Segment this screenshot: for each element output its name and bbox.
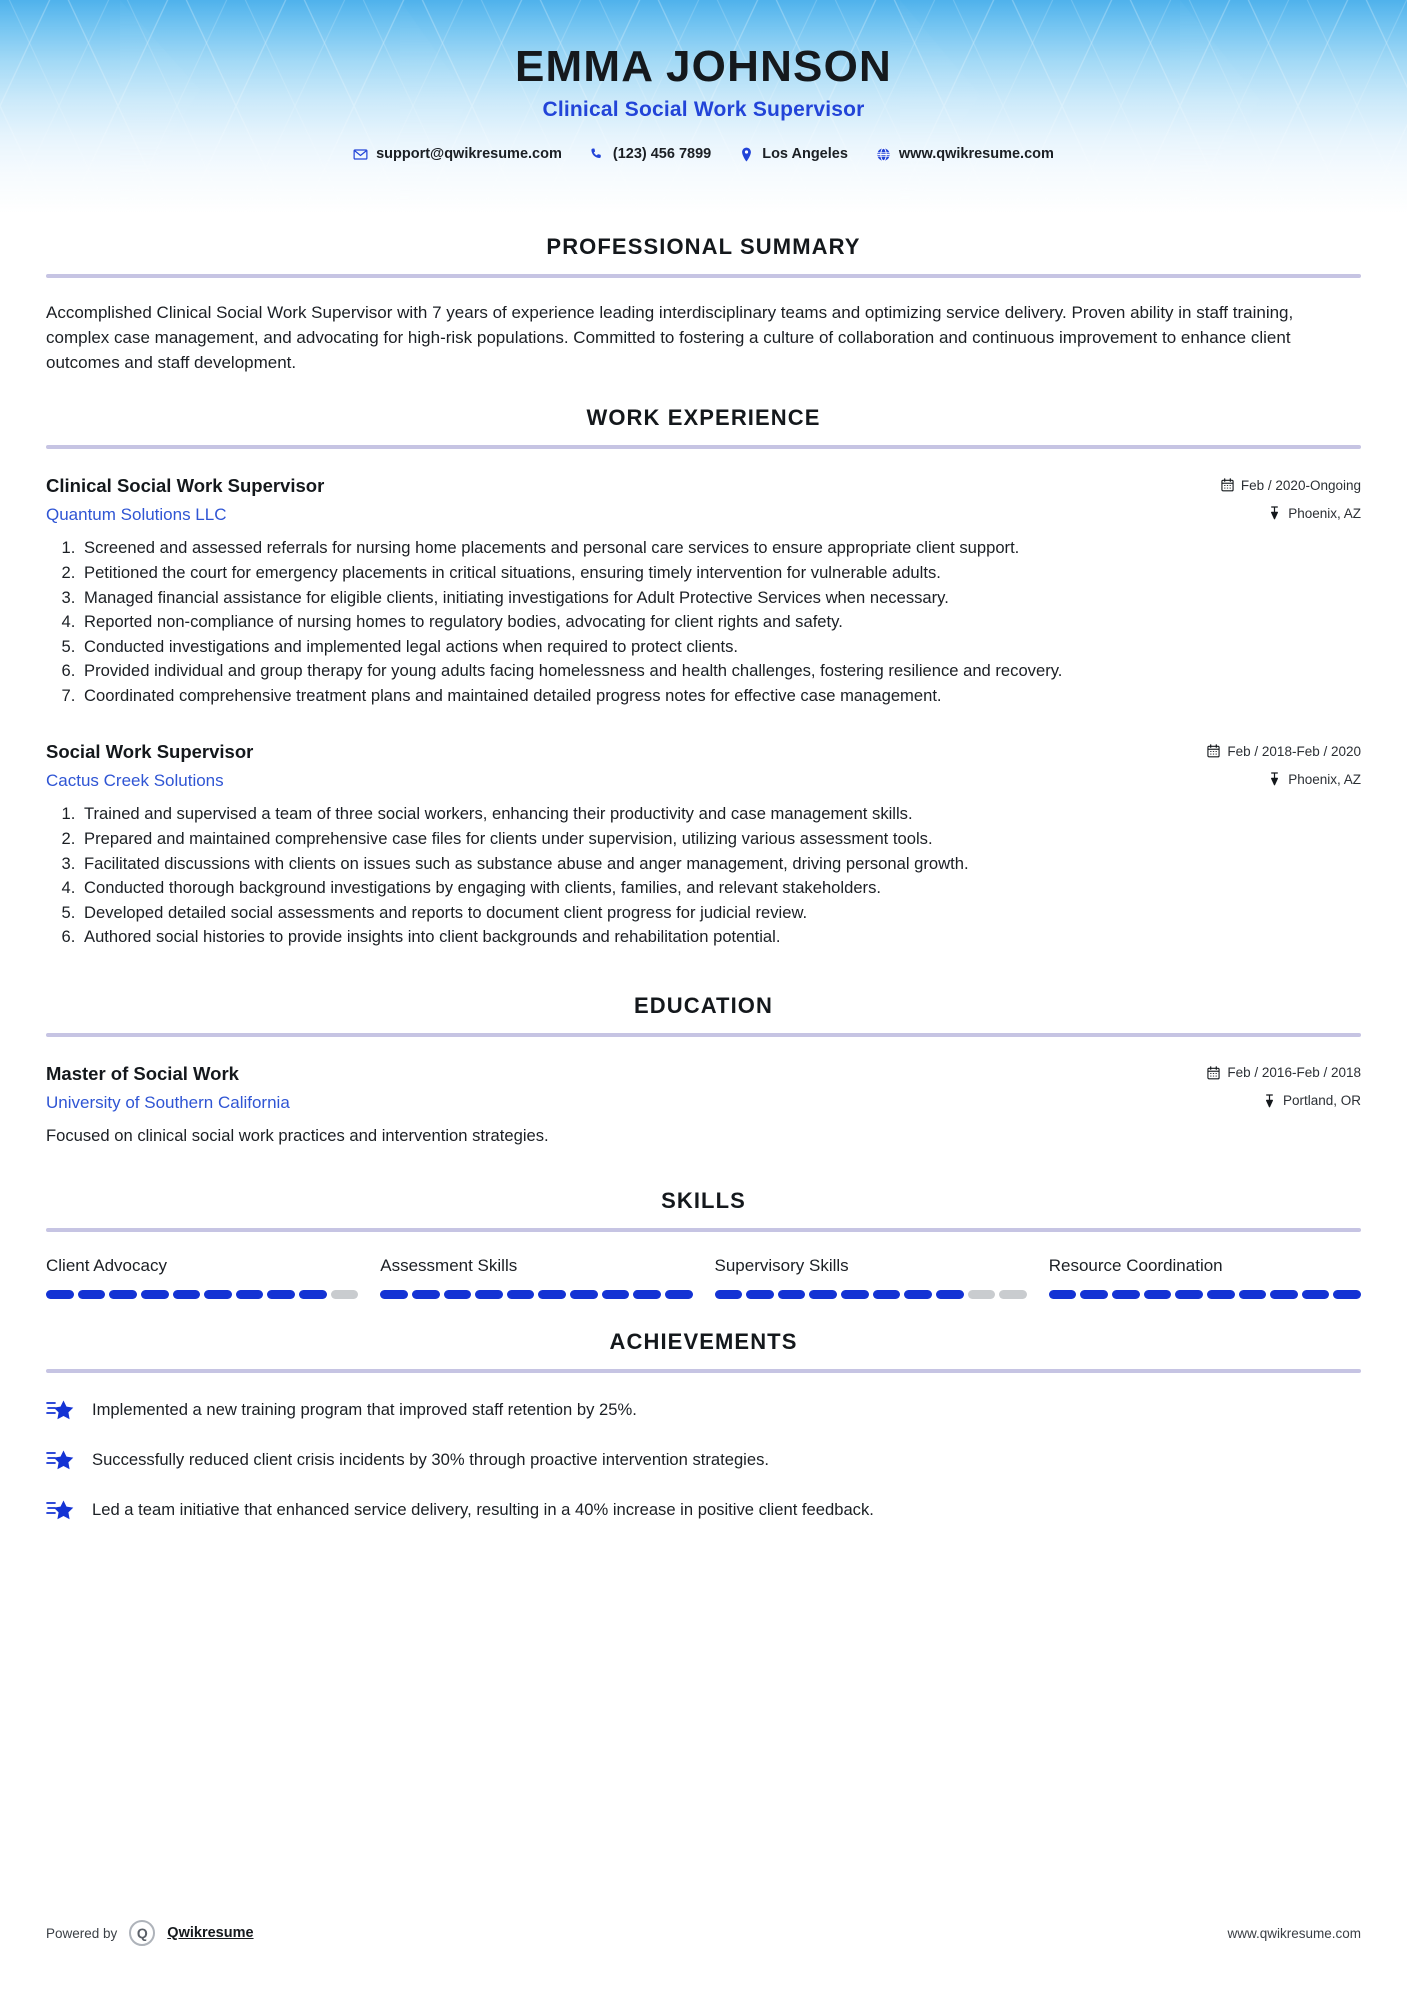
skill-segment-filled: [873, 1290, 901, 1299]
skill-segment-filled: [602, 1290, 630, 1299]
skill-segment-filled: [412, 1290, 440, 1299]
skill-item: [1049, 1256, 1361, 1299]
skill-segment-filled: [778, 1290, 806, 1299]
skill-segment-filled: [1049, 1290, 1077, 1299]
skill-segment-filled: [1175, 1290, 1203, 1299]
powered-by-label: Powered by: [46, 1925, 118, 1941]
education-organization[interactable]: University of Southern California: [46, 1092, 290, 1112]
skill-rating-bar: [380, 1290, 692, 1299]
achievement-list: [46, 1397, 1361, 1523]
contact-email-label: support@qwikresume.com: [376, 146, 562, 163]
skill-segment-filled: [904, 1290, 932, 1299]
experience-role: Social Work Supervisor: [46, 741, 254, 763]
education-dates: [1207, 1065, 1361, 1080]
experience-dates: [1221, 478, 1361, 493]
calendar-icon: [1221, 478, 1234, 492]
bullet-item: 6. Authored social histories to provide insights into client backgrounds and rehabilitation potential.: [80, 926, 1361, 949]
skill-segment-filled: [936, 1290, 964, 1299]
skill-rating-bar: [46, 1290, 358, 1299]
star-badge-icon: [46, 1497, 76, 1523]
contact-phone-label: (123) 456 7899: [612, 146, 712, 163]
achievement-item: [46, 1397, 1361, 1423]
page-footer: [0, 1920, 1407, 1946]
section-achievements: [46, 1329, 1361, 1523]
experience-role: Clinical Social Work Supervisor: [46, 475, 325, 497]
experience-entry: [46, 475, 1361, 707]
experience-location: [1268, 506, 1361, 521]
experience-location-label: Phoenix, AZ: [1288, 505, 1361, 521]
section-divider: [46, 445, 1361, 449]
achievement-text: Successfully reduced client crisis incidents by 30% through proactive intervention strategies.: [92, 1449, 769, 1469]
skill-segment-filled: [665, 1290, 693, 1299]
experience-location-label: Phoenix, AZ: [1288, 771, 1361, 787]
section-title-summary: PROFESSIONAL SUMMARY: [546, 234, 861, 259]
bullet-item: 2. Petitioned the court for emergency placements in critical situations, ensuring timely intervention for vulnerable adults.: [80, 562, 1361, 585]
skill-segment-filled: [380, 1290, 408, 1299]
contact-phone[interactable]: [576, 146, 725, 162]
achievement-item: [46, 1497, 1361, 1523]
calendar-icon: [1207, 1066, 1220, 1080]
skill-label: Resource Coordination: [1048, 1255, 1223, 1275]
section-title-education: EDUCATION: [633, 992, 774, 1018]
globe-icon: [876, 147, 891, 162]
star-badge-icon: [46, 1447, 76, 1473]
achievement-text: Implemented a new training program that improved staff retention by 25%.: [92, 1399, 637, 1419]
map-pin-icon: [739, 147, 754, 162]
skill-segment-filled: [109, 1290, 137, 1299]
summary-text: Accomplished Clinical Social Work Supervisor with 7 years of experience leading interdisciplinary teams and optimizing service delivery. Proven ability in staff training, complex case management, and advocating for high-risk populations. Committed to fostering a culture of collaboration and continuous improvement to enhance client outcomes and staff development.: [46, 303, 1294, 373]
resume-header: [0, 0, 1407, 212]
bullet-item: 3. Managed financial assistance for eligible clients, initiating investigations for Adult Protective Services when necessary.: [80, 587, 1361, 610]
skill-segment-filled: [299, 1290, 327, 1299]
bullet-item: 7. Coordinated comprehensive treatment plans and maintained detailed progress notes for effective case management.: [80, 685, 1361, 708]
skill-segment-filled: [1302, 1290, 1330, 1299]
calendar-icon: [1207, 744, 1220, 758]
education-dates-label: Feb / 2016-Feb / 2018: [1227, 1065, 1361, 1081]
footer-website: www.qwikresume.com: [1227, 1925, 1361, 1941]
bullet-item: 4. Conducted thorough background investigations by engaging with clients, families, and relevant stakeholders.: [80, 877, 1361, 900]
education-entry: [46, 1063, 1361, 1146]
education-location: [1263, 1093, 1361, 1108]
skill-segment-filled: [173, 1290, 201, 1299]
contact-website[interactable]: [862, 146, 1068, 162]
experience-location: [1268, 772, 1361, 787]
section-education: [46, 993, 1361, 1146]
skill-segment-filled: [746, 1290, 774, 1299]
education-note: Focused on clinical social work practices and intervention strategies.: [46, 1125, 549, 1145]
skill-segment-filled: [1333, 1290, 1361, 1299]
section-professional-summary: [46, 234, 1361, 375]
contact-website-label: www.qwikresume.com: [898, 146, 1054, 163]
skill-segment-filled: [46, 1290, 74, 1299]
contact-location: [725, 146, 862, 162]
candidate-name: EMMA JOHNSON: [514, 42, 892, 91]
experience-bullet-list: [46, 537, 1361, 707]
skill-segment-filled: [267, 1290, 295, 1299]
contact-row: [0, 146, 1407, 162]
section-divider: [46, 1228, 1361, 1232]
skill-item: [46, 1256, 358, 1299]
experience-organization[interactable]: Quantum Solutions LLC: [46, 505, 227, 525]
skill-segment-filled: [1080, 1290, 1108, 1299]
skill-segment-filled: [475, 1290, 503, 1299]
section-title-skills: SKILLS: [661, 1187, 746, 1213]
experience-dates: [1207, 744, 1361, 759]
achievement-item: [46, 1447, 1361, 1473]
skill-segment-filled: [204, 1290, 232, 1299]
skill-segment-filled: [715, 1290, 743, 1299]
section-divider: [46, 1033, 1361, 1037]
experience-organization[interactable]: Cactus Creek Solutions: [46, 771, 224, 791]
skill-segment-filled: [78, 1290, 106, 1299]
phone-icon: [590, 147, 605, 162]
pin-icon: [1268, 506, 1281, 520]
skills-grid: [46, 1256, 1361, 1299]
bullet-item: 2. Prepared and maintained comprehensive case files for clients under supervision, utilizing various assessment tools.: [80, 828, 1361, 851]
pin-icon: [1263, 1094, 1276, 1108]
bullet-item: 1. Screened and assessed referrals for nursing home placements and personal care services to ensure appropriate client support.: [80, 537, 1361, 560]
experience-dates-label: Feb / 2018-Feb / 2020: [1227, 743, 1361, 759]
skill-segment-filled: [633, 1290, 661, 1299]
skill-segment-filled: [141, 1290, 169, 1299]
bullet-item: 4. Reported non-compliance of nursing homes to regulatory bodies, advocating for client rights and safety.: [80, 611, 1361, 634]
skill-item: [380, 1256, 692, 1299]
skill-segment-filled: [444, 1290, 472, 1299]
skill-segment-filled: [1207, 1290, 1235, 1299]
skill-segment-filled: [1270, 1290, 1298, 1299]
education-degree: Master of Social Work: [46, 1062, 239, 1084]
skill-label: Client Advocacy: [46, 1255, 167, 1275]
achievement-text: Led a team initiative that enhanced service delivery, resulting in a 40% increase in positive client feedback.: [92, 1499, 874, 1519]
bullet-item: 3. Facilitated discussions with clients on issues such as substance abuse and anger management, driving personal growth.: [80, 853, 1361, 876]
experience-bullet-list: [46, 803, 1361, 948]
experience-entry: [46, 741, 1361, 948]
skill-label: Assessment Skills: [380, 1255, 518, 1275]
bullet-item: 6. Provided individual and group therapy for young adults facing homelessness and health challenges, fostering resilience and recovery.: [80, 660, 1361, 683]
contact-email[interactable]: [339, 146, 576, 162]
skill-segment-filled: [809, 1290, 837, 1299]
bullet-item: 1. Trained and supervised a team of three social workers, enhancing their productivity and case management skills.: [80, 803, 1361, 826]
bullet-item: 5. Developed detailed social assessments and reports to document client progress for judicial review.: [80, 902, 1361, 925]
skill-segment-filled: [507, 1290, 535, 1299]
pin-icon: [1268, 772, 1281, 786]
skill-segment-filled: [570, 1290, 598, 1299]
skill-segment-filled: [841, 1290, 869, 1299]
skill-segment-filled: [538, 1290, 566, 1299]
experience-dates-label: Feb / 2020-Ongoing: [1240, 477, 1361, 493]
skill-segment-empty: [999, 1290, 1027, 1299]
skill-segment-filled: [1144, 1290, 1172, 1299]
candidate-job-title: Clinical Social Work Supervisor: [542, 98, 865, 122]
bullet-item: 5. Conducted investigations and implemented legal actions when required to protect clients.: [80, 636, 1361, 659]
skill-rating-bar: [715, 1290, 1027, 1299]
skill-segment-empty: [331, 1290, 359, 1299]
section-work-experience: [46, 405, 1361, 948]
skill-item: [715, 1256, 1027, 1299]
skill-segment-filled: [236, 1290, 264, 1299]
skill-segment-filled: [1112, 1290, 1140, 1299]
section-title-achievements: ACHIEVEMENTS: [609, 1328, 798, 1354]
skill-segment-empty: [968, 1290, 996, 1299]
skill-segment-filled: [1239, 1290, 1267, 1299]
envelope-icon: [353, 147, 368, 162]
section-divider: [46, 274, 1361, 278]
skill-label: Supervisory Skills: [714, 1255, 849, 1275]
skill-rating-bar: [1049, 1290, 1361, 1299]
contact-location-label: Los Angeles: [762, 146, 848, 163]
section-divider: [46, 1369, 1361, 1373]
star-badge-icon: [46, 1397, 76, 1423]
qwikresume-brand-link[interactable]: Qwikresume: [167, 1925, 254, 1941]
section-skills: [46, 1188, 1361, 1299]
section-title-experience: WORK EXPERIENCE: [586, 405, 821, 431]
education-location-label: Portland, OR: [1282, 1093, 1361, 1109]
qwikresume-logo-icon: Q: [129, 1920, 155, 1946]
